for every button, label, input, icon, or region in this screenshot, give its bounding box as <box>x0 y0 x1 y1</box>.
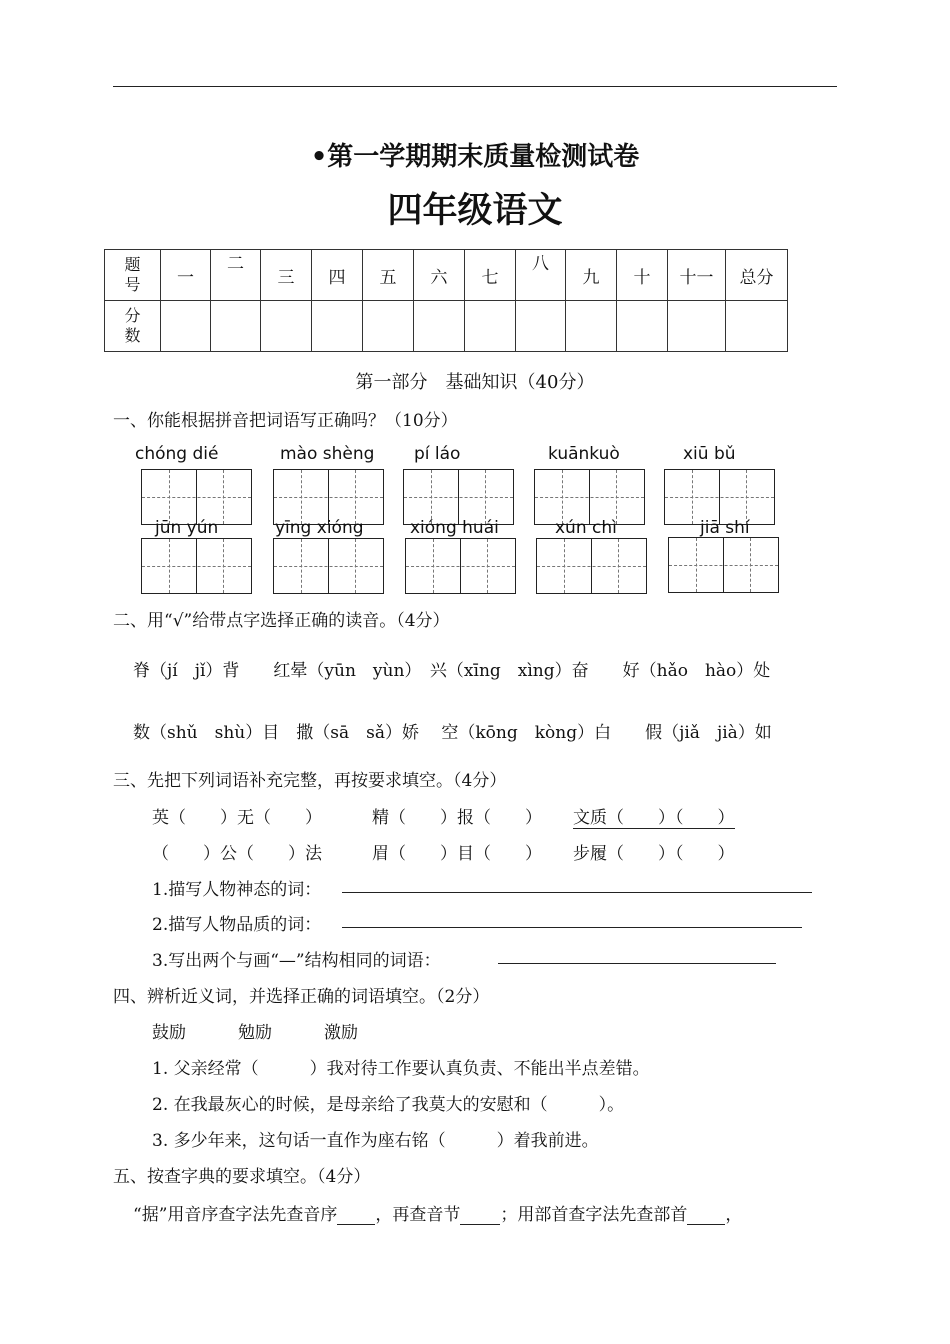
col-header: 七 <box>465 250 516 301</box>
pinyin-label: yīng xióng <box>275 518 364 538</box>
idiom-blank[interactable]: （ ）公（ ）法 <box>152 844 322 864</box>
q5-text-b: ，再查音节 <box>375 1205 461 1225</box>
q3-sub2: 2.描写人物品质的词： <box>152 915 322 935</box>
writing-box[interactable] <box>273 538 384 594</box>
score-cell[interactable] <box>312 301 363 352</box>
pinyin-label: xún chì <box>555 518 617 538</box>
pinyin-label: mào shèng <box>280 444 375 464</box>
score-cell[interactable] <box>161 301 211 352</box>
q5-text-c: ；用部首查字法先查部首 <box>500 1205 688 1225</box>
col-header: 八 <box>516 250 566 301</box>
part1-title: 第一部分 基础知识（40分） <box>355 372 595 393</box>
q4-title: 四、辨析近义词，并选择正确的词语填空。（2分） <box>113 987 490 1007</box>
q1-title: 一、你能根据拼音把词语写正确吗？（10分） <box>113 411 458 431</box>
score-cell[interactable] <box>414 301 465 352</box>
blank[interactable] <box>337 1206 375 1225</box>
idiom-blank-underlined[interactable]: 文质（ ）（ ） <box>573 803 735 829</box>
col-header: 五 <box>363 250 414 301</box>
q5-title: 五、按查字典的要求填空。（4分） <box>113 1167 371 1187</box>
col-header: 三 <box>261 250 312 301</box>
pinyin-label: pí láo <box>414 444 461 464</box>
score-cell-total[interactable] <box>726 301 788 352</box>
col-header: 九 <box>566 250 617 301</box>
q3-sub3: 3.写出两个与画“—”结构相同的词语： <box>152 951 441 971</box>
col-header: 四 <box>312 250 363 301</box>
q2-line2: 数（shǔ shù）目 撒（sā sǎ）娇 空（kōng kòng）白 假（jiǎ jià）如 <box>133 723 772 743</box>
score-cell[interactable] <box>363 301 414 352</box>
col-header: 十 <box>617 250 668 301</box>
score-cell[interactable] <box>566 301 617 352</box>
q5-text-a: “据”用音序查字法先查音序 <box>133 1205 338 1225</box>
writing-box[interactable] <box>534 469 645 525</box>
writing-box[interactable] <box>403 469 514 525</box>
score-cell[interactable] <box>465 301 516 352</box>
q4-sentence-1: 1. 父亲经常（ ）我对待工作要认真负责、不能出半点差错。 <box>152 1059 650 1079</box>
writing-box[interactable] <box>664 469 775 525</box>
score-cell[interactable] <box>261 301 312 352</box>
pinyin-label: chóng dié <box>135 444 219 464</box>
row-label-score: 分 数 <box>105 301 161 352</box>
answer-line[interactable] <box>342 892 812 893</box>
choice-word: 鼓励 <box>152 1023 186 1043</box>
q5-line <box>133 1200 742 1225</box>
writing-box[interactable] <box>273 469 384 525</box>
score-cell[interactable] <box>668 301 726 352</box>
q3-sub1: 1.描写人物神态的词： <box>152 880 322 900</box>
col-header: 一 <box>161 250 211 301</box>
pinyin-label: xióng huái <box>410 518 499 538</box>
writing-box[interactable] <box>536 538 647 594</box>
q3-title: 三、先把下列词语补充完整，再按要求填空。（4分） <box>113 771 507 791</box>
score-table <box>104 249 788 352</box>
idiom-blank[interactable]: 步履（ ）（ ） <box>573 844 735 864</box>
choice-word: 激励 <box>324 1023 358 1043</box>
row-label-question: 题 号 <box>105 250 161 301</box>
pinyin-label: jiā shí <box>700 518 750 538</box>
blank[interactable] <box>687 1206 725 1225</box>
writing-box[interactable] <box>405 538 516 594</box>
pinyin-label: jūn yún <box>155 518 219 538</box>
writing-box[interactable] <box>141 469 252 525</box>
pinyin-label: kuānkuò <box>548 444 620 464</box>
blank[interactable] <box>460 1206 500 1225</box>
score-cell[interactable] <box>211 301 261 352</box>
top-rule <box>113 86 837 87</box>
q4-sentence-2: 2. 在我最灰心的时候，是母亲给了我莫大的安慰和（ ）。 <box>152 1095 625 1115</box>
answer-line[interactable] <box>342 927 802 928</box>
exam-subtitle: 四年级语文 <box>387 191 563 231</box>
score-cell[interactable] <box>617 301 668 352</box>
answer-line[interactable] <box>498 963 776 964</box>
idiom-blank[interactable]: 精（ ）报（ ） <box>372 808 542 828</box>
q5-text-d: ， <box>725 1205 743 1225</box>
idiom-blank[interactable]: 英（ ）无（ ） <box>152 808 322 828</box>
writing-box[interactable] <box>141 538 252 594</box>
col-header-total: 总分 <box>726 250 788 301</box>
exam-title: •第一学期期末质量检测试卷 <box>310 142 640 172</box>
col-header: 十一 <box>668 250 726 301</box>
col-header: 六 <box>414 250 465 301</box>
q4-sentence-3: 3. 多少年来，这句话一直作为座右铭（ ）着我前进。 <box>152 1131 599 1151</box>
q2-title: 二、用“√”给带点字选择正确的读音。（4分） <box>113 611 450 631</box>
choice-word: 勉励 <box>238 1023 272 1043</box>
idiom-blank[interactable]: 眉（ ）目（ ） <box>372 844 542 864</box>
q2-line1: 脊（jí jǐ）背 红晕（yūn yùn） 兴（xīng xìng）奋 好（hǎo hào）处 <box>133 661 771 681</box>
writing-box[interactable] <box>668 537 779 593</box>
score-cell[interactable] <box>516 301 566 352</box>
col-header: 二 <box>211 250 261 301</box>
pinyin-label: xiū bǔ <box>683 444 736 464</box>
